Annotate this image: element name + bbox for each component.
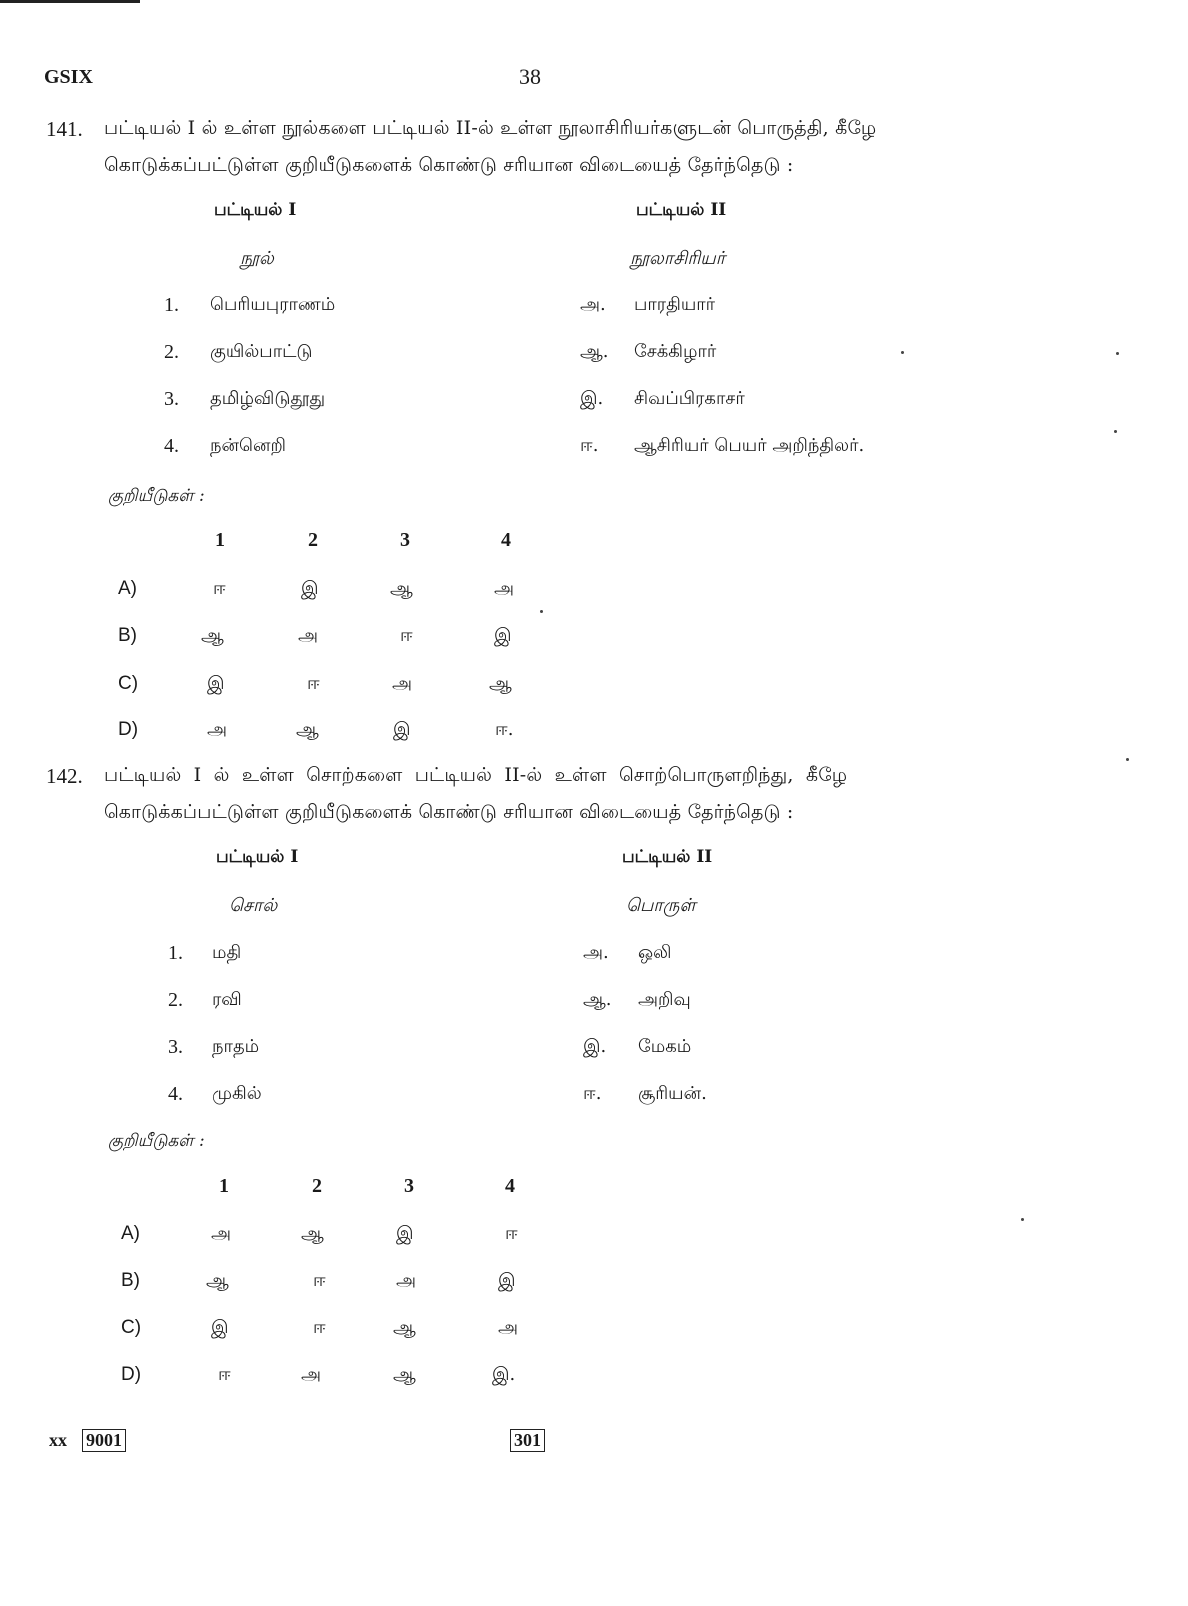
option-cell: ஈ [313,1317,326,1338]
option-cell: இ [498,1270,516,1291]
list-item-number: 1. [168,942,183,964]
top-edge-mark [0,0,140,3]
list-item-letter: ஈ. [583,1083,602,1104]
list-item-letter: அ. [583,942,609,963]
list-item-letter: ஆ. [580,341,609,362]
option-cell: ஈ. [495,719,514,740]
question-number: 141. [46,117,83,141]
scan-speck [1116,352,1119,355]
codes-label: குறியீடுகள் : [108,486,205,506]
option-cell: ஆ [206,1270,229,1291]
question-text-line1: பட்டியல் I ல் உள்ள நூல்களை பட்டியல் II-ல் உள்ள நூலாசிரியர்களுடன் பொருத்தி, கீழே [104,117,877,139]
codes-column-header: 3 [404,1175,414,1197]
option-cell: இ [211,1317,229,1338]
scan-speck [1021,1218,1024,1221]
option-cell: அ [396,1270,417,1291]
list-item-letter: ஆ. [583,989,612,1010]
list-item-text: குயில்பாட்டு [210,341,313,362]
list1-subheading: நூல் [240,248,274,269]
list-item-number: 3. [168,1036,183,1058]
codes-column-header: 2 [308,529,318,551]
option-cell: இ [494,625,512,646]
list-item-number: 3. [164,388,179,410]
list-item-text: பாரதியார் [634,294,716,315]
codes-column-header: 1 [215,529,225,551]
list-item-letter: அ. [580,294,606,315]
option-cell: ஆ [390,578,413,599]
list2-subheading: நூலாசிரியர் [630,248,726,269]
option-cell: ஈ [218,1364,231,1385]
question-number: 142. [46,764,83,788]
list-item-number: 4. [164,435,179,457]
list-item-text: முகில் [212,1083,262,1104]
list1-subheading: சொல் [229,895,278,916]
list-item-number: 1. [164,294,179,316]
list-item-number: 4. [168,1083,183,1105]
codes-column-header: 3 [400,529,410,551]
list-item-number: 2. [168,989,183,1011]
list-item-text: ஒலி [638,942,672,963]
scan-speck [1126,758,1129,761]
option-cell: அ [211,1223,232,1244]
question-text-line1: பட்டியல் I ல் உள்ள சொற்களை பட்டியல் II-ல் உள்ள சொற்பொருளறிந்து, கீழே [104,764,848,786]
option-cell: ஈ [505,1223,518,1244]
sheet-number-box: 301 [510,1429,545,1452]
option-cell: இ [393,719,411,740]
list2-heading: பட்டியல் II [622,847,713,867]
option-label: A) [118,578,137,599]
option-label: D) [118,719,139,740]
option-label: B) [121,1270,140,1291]
scan-speck [540,610,543,613]
list-item-text: பெரியபுராணம் [210,294,336,315]
option-cell: இ [396,1223,414,1244]
option-label: D) [121,1364,142,1385]
option-cell: ஆ [201,625,224,646]
option-cell: ஆ [301,1223,324,1244]
list-item-text: சேக்கிழார் [634,341,717,362]
list-item-text: மேகம் [638,1036,692,1057]
option-cell: இ. [492,1364,516,1385]
list-item-letter: ஈ. [580,435,599,456]
option-cell: அ [301,1364,322,1385]
option-cell: அ [298,625,319,646]
booklet-code-box: 9001 [82,1429,126,1452]
footer-prefix: xx [49,1430,67,1450]
list-item-text: தமிழ்விடுதூது [210,388,326,409]
option-label: B) [118,625,137,646]
codes-column-header: 2 [312,1175,322,1197]
option-cell: ஆ [393,1364,416,1385]
list-item-text: சூரியன். [638,1083,707,1104]
option-cell: ஈ [313,1270,326,1291]
codes-column-header: 4 [505,1175,515,1197]
list-item-text: ரவி [212,989,242,1010]
codes-label: குறியீடுகள் : [108,1131,205,1151]
list-item-letter: இ. [583,1036,607,1057]
option-cell: இ [301,578,319,599]
option-cell: ஈ [307,673,320,694]
codes-column-header: 1 [219,1175,229,1197]
option-cell: ஈ [400,625,413,646]
option-cell: அ [392,673,413,694]
scan-speck [1114,430,1117,433]
question-text-line2: கொடுக்கப்பட்டுள்ள குறியீடுகளைக் கொண்டு சரியான விடையைத் தேர்ந்தெடு : [104,154,794,176]
list2-heading: பட்டியல் II [636,200,727,220]
option-cell: ஆ [296,719,319,740]
exam-code: GSIX [44,66,93,88]
option-cell: ஆ [393,1317,416,1338]
list-item-text: சிவப்பிரகாசர் [634,388,745,409]
option-label: A) [121,1223,140,1244]
list1-heading: பட்டியல் I [214,200,297,220]
list1-heading: பட்டியல் I [216,847,299,867]
question-text-line2: கொடுக்கப்பட்டுள்ள குறியீடுகளைக் கொண்டு சரியான விடையைத் தேர்ந்தெடு : [104,801,794,823]
option-cell: அ [494,578,515,599]
codes-column-header: 4 [501,529,511,551]
option-label: C) [121,1317,142,1338]
option-cell: ஈ [213,578,226,599]
list-item-text: நாதம் [212,1036,260,1057]
option-cell: அ [498,1317,519,1338]
list-item-text: ஆசிரியர் பெயர் அறிந்திலர். [634,435,865,456]
list-item-text: நன்னெறி [210,435,286,456]
list-item-text: மதி [212,942,242,963]
list-item-number: 2. [164,341,179,363]
list-item-letter: இ. [580,388,604,409]
list-item-text: அறிவு [638,989,691,1010]
option-cell: இ [207,673,225,694]
option-label: C) [118,673,139,694]
option-cell: அ [207,719,228,740]
option-cell: ஆ [489,673,512,694]
scan-speck [901,351,904,354]
page-number: 38 [519,64,541,89]
list2-subheading: பொருள் [626,895,696,916]
